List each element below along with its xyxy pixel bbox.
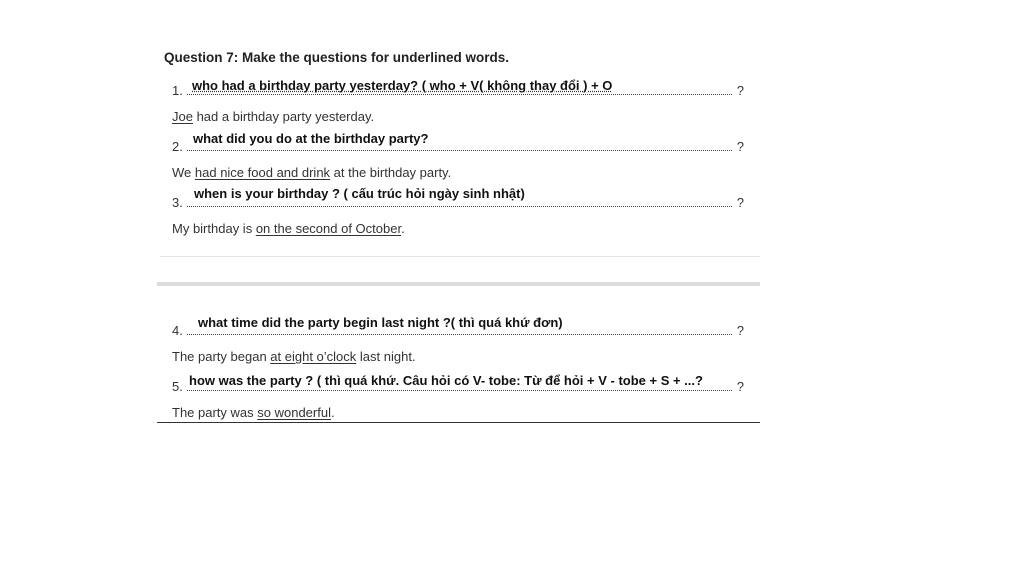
sentence-2 [172, 165, 451, 180]
question-mark: ? [736, 83, 744, 98]
question-mark: ? [736, 139, 744, 154]
item-number: 4. [172, 323, 183, 338]
item-number: 3. [172, 195, 183, 210]
question-mark: ? [736, 323, 744, 338]
sentence-pre: The party began [172, 349, 271, 364]
sentence-3 [172, 221, 405, 236]
sentence-post: last night. [356, 349, 416, 364]
sentence-post: . [330, 405, 335, 420]
dotted-line [187, 334, 732, 335]
underlined-phrase: on the second of October [255, 221, 402, 236]
item-number: 1. [172, 83, 183, 98]
item-number: 2. [172, 139, 183, 154]
sentence-1 [172, 109, 374, 124]
separator-line [160, 256, 760, 257]
sentence-5 [172, 405, 335, 420]
sentence-pre: We [172, 165, 195, 180]
handwritten-answer-5: how was the party ? ( thì quá khứ. Câu hỏi có V- tobe: Từ để hỏi + V - tobe + S + ...? [189, 373, 703, 388]
bottom-rule [157, 422, 760, 423]
dotted-line [187, 150, 732, 151]
handwritten-answer-4: what time did the party begin last night ?( thì quá khứ đơn) [198, 315, 563, 330]
page-break-bar [157, 282, 760, 286]
sentence-post: at the birthday party. [330, 165, 452, 180]
sentence-4 [172, 349, 416, 364]
sentence-pre: My birthday is [172, 221, 256, 236]
question-mark: ? [736, 379, 744, 394]
sentence-post: . [401, 221, 405, 236]
sentence-pre: The party was [172, 405, 258, 420]
question-mark: ? [736, 195, 744, 210]
handwritten-answer-2: what did you do at the birthday party? [193, 131, 429, 146]
dotted-line [187, 94, 732, 95]
underlined-word: Joe [172, 109, 193, 124]
item-number: 5. [172, 379, 183, 394]
dotted-line [187, 390, 732, 391]
handwritten-answer-1: who had a birthday party yesterday? ( who + V( không thay đổi ) + O [192, 78, 613, 93]
underlined-phrase: had nice food and drink [194, 165, 331, 180]
dotted-line [187, 206, 732, 207]
underlined-phrase: so wonderful [257, 405, 331, 420]
worksheet-title: Question 7: Make the questions for underlined words. [164, 50, 510, 65]
handwritten-answer-3: when is your birthday ? ( cấu trúc hỏi ngày sinh nhật) [194, 186, 525, 201]
sentence-post: had a birthday party yesterday. [192, 109, 375, 124]
underlined-phrase: at eight o’clock [270, 349, 357, 364]
